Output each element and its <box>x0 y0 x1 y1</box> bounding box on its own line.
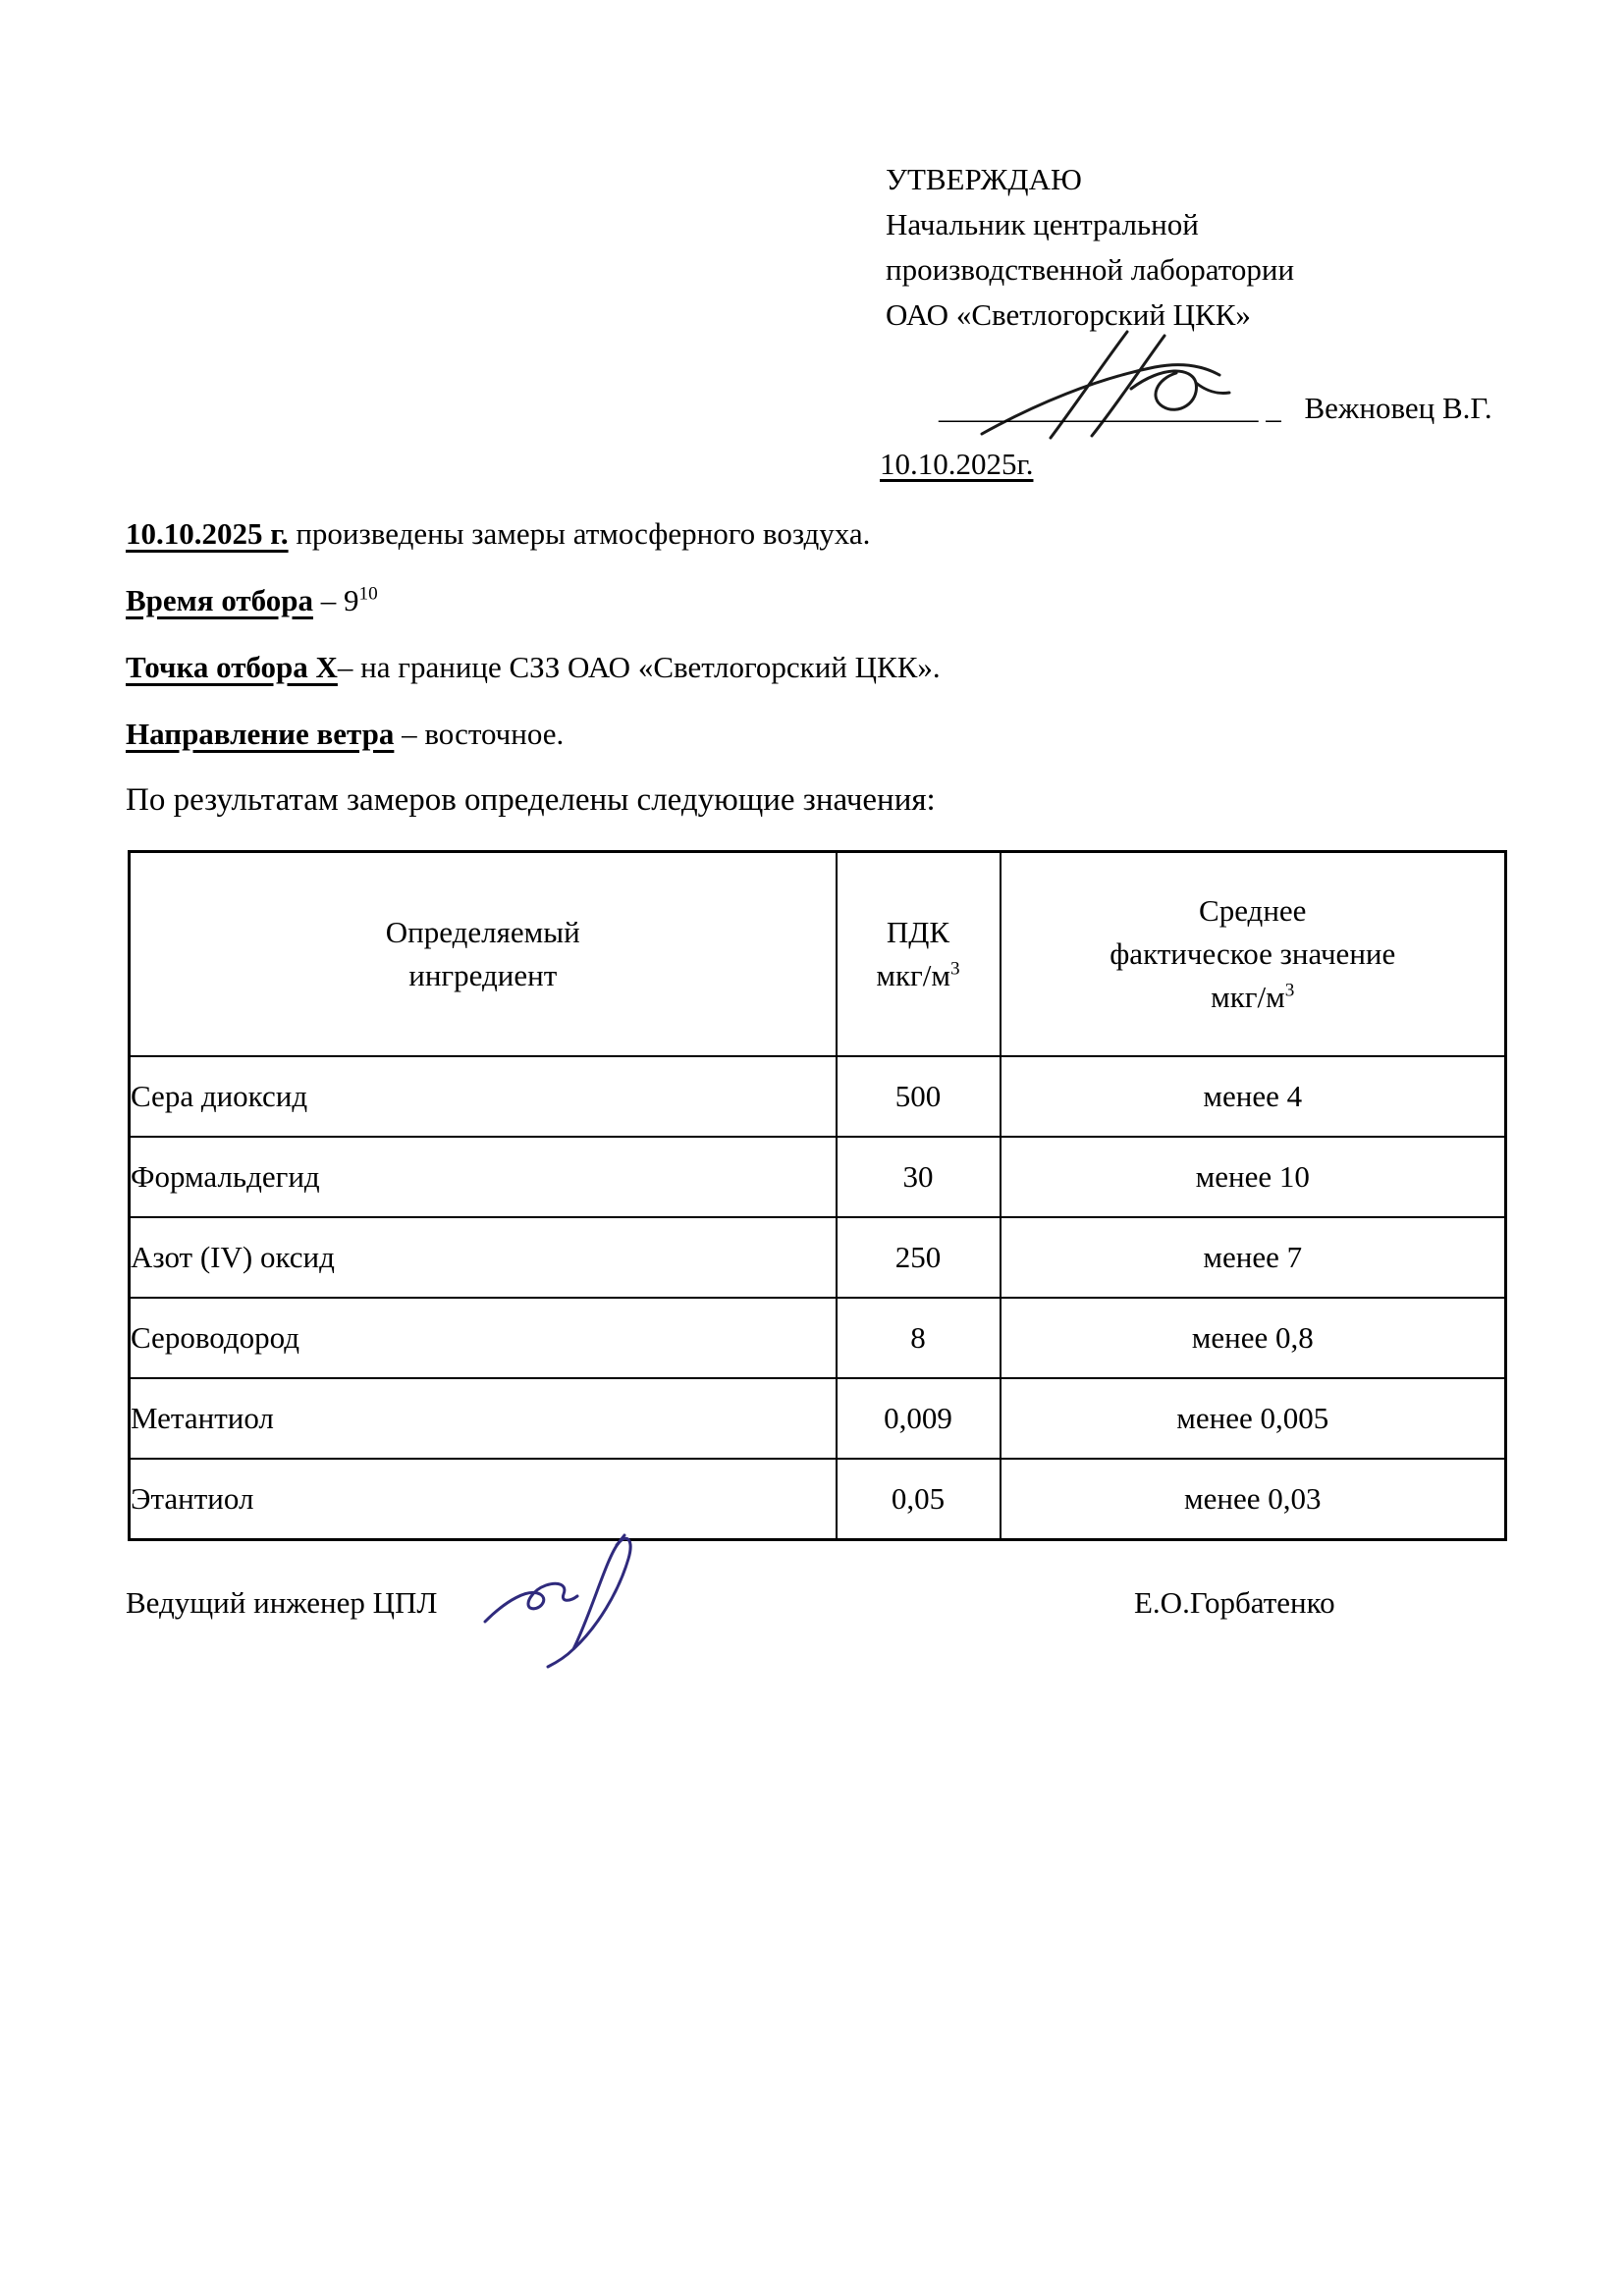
header-ingredient <box>130 852 837 1057</box>
header-pdk <box>837 852 1001 1057</box>
cell-pdk: 0,009 <box>837 1378 1001 1459</box>
header-average-line2: фактическое значение <box>1110 936 1396 971</box>
header-ingredient-line2: ингредиент <box>408 958 558 992</box>
table-row <box>130 1459 1506 1540</box>
header-average-units: мкг/м <box>1211 980 1285 1014</box>
header-pdk-units: мкг/м <box>876 958 950 992</box>
sampling-time-label: Время отбора <box>126 583 313 617</box>
table-row <box>130 1056 1506 1137</box>
cell-ingredient: Формальдегид <box>130 1137 837 1217</box>
table-row <box>130 1137 1506 1217</box>
engineer-name: Е.О.Горбатенко <box>1134 1585 1335 1620</box>
cell-ingredient: Сероводород <box>130 1298 837 1378</box>
approver-role-line2: производственной лаборатории <box>886 252 1295 287</box>
header-average-sup: 3 <box>1284 980 1295 1001</box>
sampling-point-label: Точка отбора Х <box>126 650 338 684</box>
measurement-text: произведены замеры атмосферного воздуха. <box>288 516 871 551</box>
wind-direction-text: – восточное. <box>394 717 565 751</box>
engineer-role: Ведущий инженер ЦПЛ <box>126 1585 438 1620</box>
sampling-time-superscript: 10 <box>358 583 378 605</box>
header-pdk-line2 <box>838 954 1000 997</box>
wind-direction-line <box>126 719 1500 749</box>
cell-value: менее 4 <box>1001 1056 1506 1137</box>
company-name: ОАО «Светлогорский ЦКК» <box>886 297 1251 332</box>
sampling-time-line <box>126 585 1500 615</box>
approval-date: 10.10.2025г. <box>880 447 1034 481</box>
signature-blank-line: _____________________ _ <box>939 391 1281 425</box>
header-pdk-line1: ПДК <box>886 915 950 949</box>
table-header-row <box>130 852 1506 1057</box>
approval-date-row <box>880 447 1033 482</box>
table-row <box>130 1217 1506 1298</box>
approver-role-line1: Начальник центральной <box>886 207 1199 241</box>
cell-value: менее 10 <box>1001 1137 1506 1217</box>
cell-pdk: 8 <box>837 1298 1001 1378</box>
header-pdk-sup: 3 <box>950 958 960 980</box>
engineer-signature <box>479 1523 661 1671</box>
sampling-time-value: – 9 <box>312 583 359 617</box>
cell-pdk: 30 <box>837 1137 1001 1217</box>
header-average <box>1001 852 1506 1057</box>
measurement-date-line <box>126 518 1500 549</box>
measurement-date: 10.10.2025 г. <box>126 516 289 551</box>
approval-title: УТВЕРЖДАЮ <box>886 162 1082 196</box>
cell-value: менее 7 <box>1001 1217 1506 1298</box>
cell-value: менее 0,005 <box>1001 1378 1506 1459</box>
results-table <box>128 850 1507 1541</box>
sampling-point-line <box>126 652 1500 682</box>
signature-line-row <box>886 391 1492 426</box>
cell-value: менее 0,8 <box>1001 1298 1506 1378</box>
header-ingredient-line1: Определяемый <box>385 915 580 949</box>
cell-value: менее 0,03 <box>1001 1459 1506 1540</box>
approval-block <box>880 157 1593 481</box>
sampling-point-text: – на границе СЗЗ ОАО «Светлогорский ЦКК». <box>337 650 941 684</box>
approver-signature <box>976 326 1241 444</box>
header-average-line1: Среднее <box>1199 893 1307 928</box>
cell-pdk: 250 <box>837 1217 1001 1298</box>
cell-ingredient: Метантиол <box>130 1378 837 1459</box>
cell-pdk: 0,05 <box>837 1459 1001 1540</box>
cell-ingredient: Азот (IV) оксид <box>130 1217 837 1298</box>
table-row <box>130 1378 1506 1459</box>
table-row <box>130 1298 1506 1378</box>
wind-direction-label: Направление ветра <box>126 717 395 751</box>
header-average-line3 <box>1001 976 1505 1019</box>
cell-pdk: 500 <box>837 1056 1001 1137</box>
results-intro: По результатам замеров определены следующие значения: <box>126 782 936 818</box>
cell-ingredient: Этантиол <box>130 1459 837 1540</box>
approver-name: Вежновец В.Г. <box>1304 391 1492 425</box>
cell-ingredient: Сера диоксид <box>130 1056 837 1137</box>
body-text <box>126 518 1500 852</box>
